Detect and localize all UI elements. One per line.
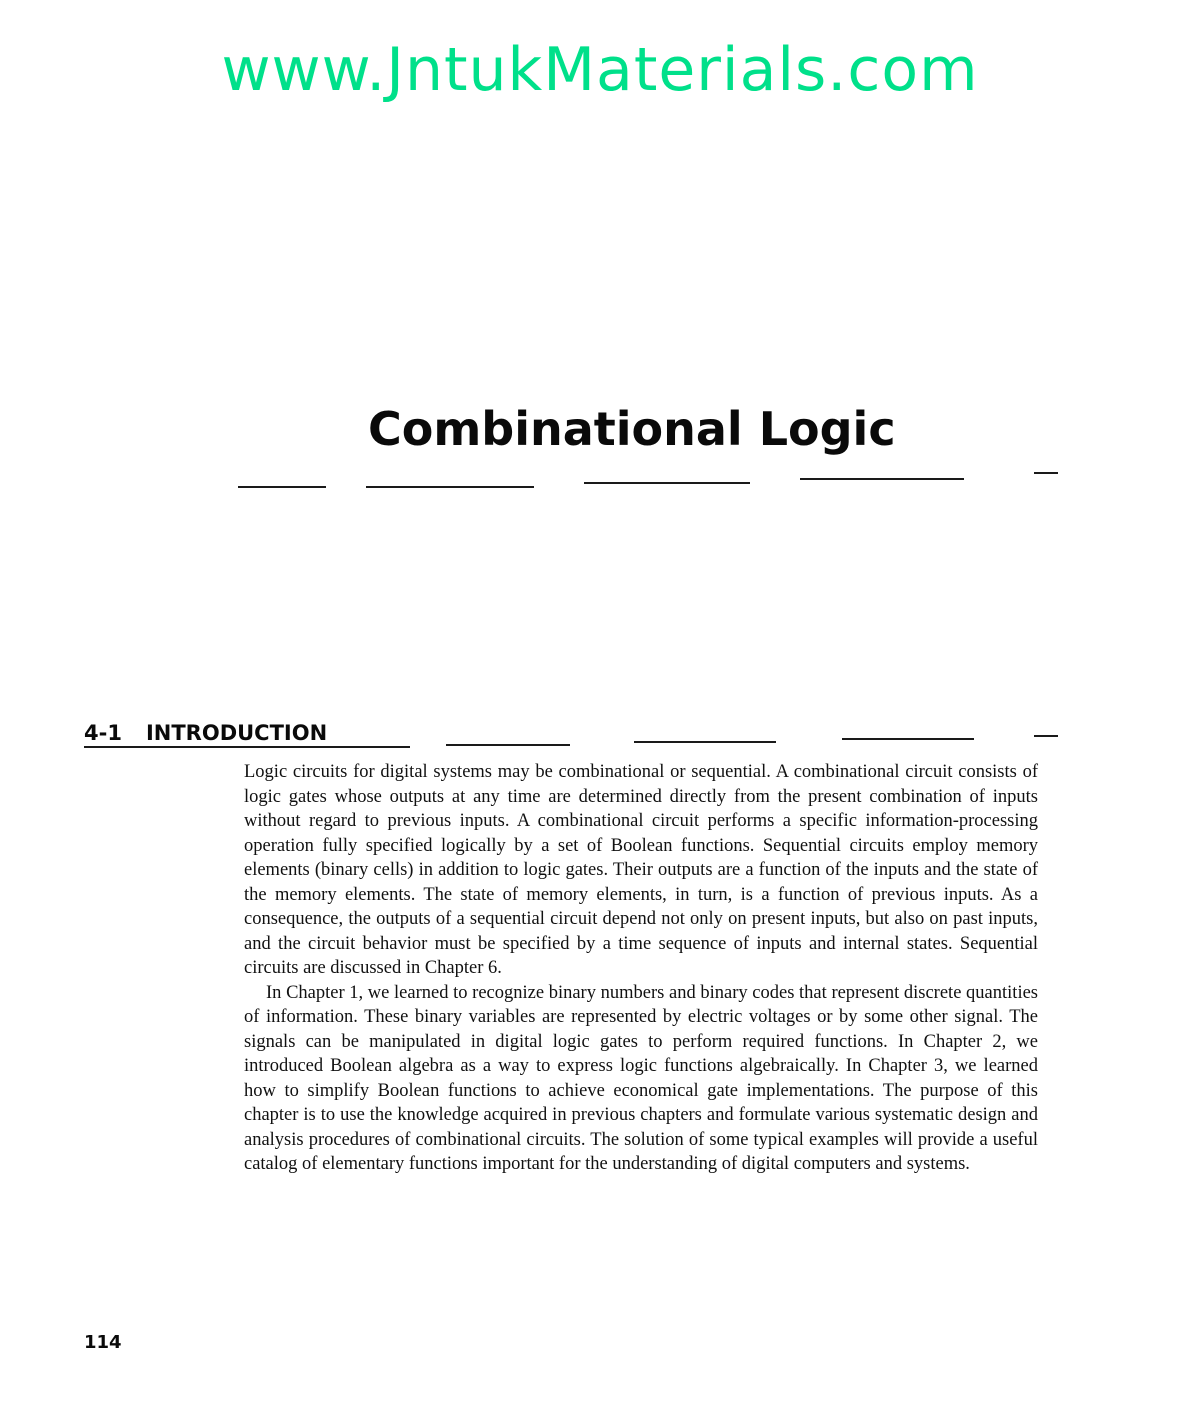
title-rule-1 (238, 486, 326, 488)
title-rule-5 (1034, 472, 1058, 474)
paragraph-1: Logic circuits for digital systems may be combinational or sequential. A combinational circuit consists of logic gates whose outputs at any time are determined directly from the present combination of inputs without regard to previous inputs. A combinational circuit performs a specific information-processing operation fully specified logically by a set of Boolean functions. Sequential circuits employ memory elements (binary cells) in addition to logic gates. Their outputs are a function of the inputs and the state of the memory elements. The state of memory elements, in turn, is a function of previous inputs. As a consequence, the outputs of a sequential circuit depend not only on present inputs, but also on past inputs, and the circuit behavior must be specified by a time sequence of inputs and internal states. Sequential circuits are discussed in Chapter 6. (244, 762, 1038, 978)
paragraph-2: In Chapter 1, we learned to recognize binary numbers and binary codes that represent discrete quantities of information. These binary variables are represented by electric voltages or by some other signal. The signals can be manipulated in digital logic gates to perform required functions. In Chapter 2, we introduced Boolean algebra as a way to express logic functions algebraically. In Chapter 3, we learned how to simplify Boolean functions to achieve economical gate implementations. The purpose of this chapter is to use the knowledge acquired in previous chapters and formulate various systematic design and analysis procedures of combinational circuits. The solution of some typical examples will provide a useful catalog of elementary functions important for the understanding of digital computers and systems. (244, 982, 1038, 1174)
section-rule-1 (84, 746, 410, 748)
title-rule-3 (584, 482, 750, 484)
section-title: INTRODUCTION (145, 721, 328, 745)
section-rule-4 (842, 738, 974, 740)
watermark-url: www.JntukMaterials.com (221, 35, 979, 105)
section-rule-3 (634, 741, 776, 743)
title-rule-2 (366, 486, 534, 488)
section-number: 4-1 (84, 721, 122, 745)
title-rule-4 (800, 478, 964, 480)
page-number: 114 (84, 1332, 122, 1353)
section-heading (84, 723, 327, 744)
section-rule-5 (1034, 735, 1058, 737)
body-text (244, 760, 1038, 1177)
chapter-title: Combinational Logic (368, 402, 896, 456)
section-rule-2 (446, 744, 570, 746)
